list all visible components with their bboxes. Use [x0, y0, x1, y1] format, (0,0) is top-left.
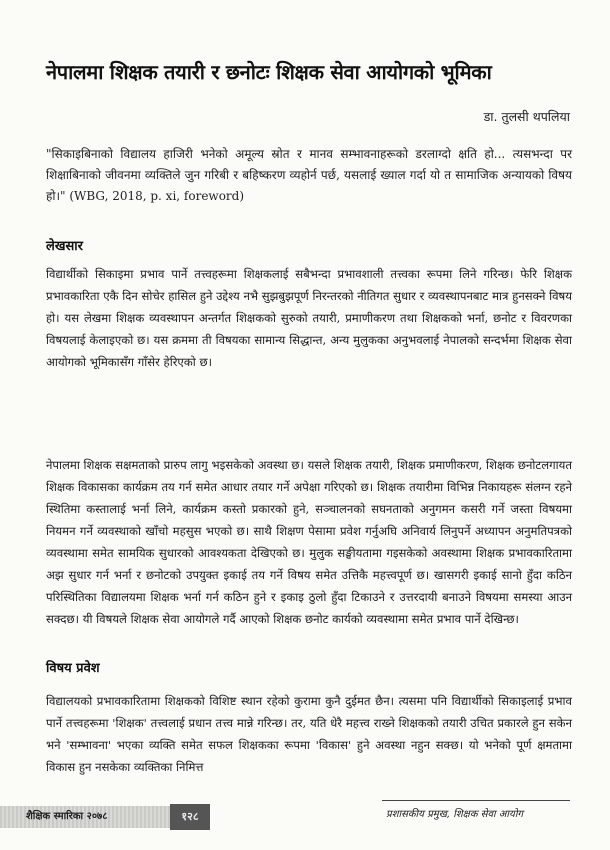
page-number: १२८ [170, 804, 210, 830]
journal-name: शैक्षिक स्मारिका २०७८ [26, 811, 108, 822]
article-title: नेपालमा शिक्षक तयारी र छनोटः शिक्षक सेवा आयोगको भूमिका [46, 60, 492, 84]
epigraph-quote: "सिकाइबिनाको विद्यालय हाजिरी भनेको अमूल्य स्रोत र मानव सम्भावनाहरूको डरलाग्दो क्षति हो... त्यसभन्दा पर शिक्षाबिनाको जीवनमा व्यक्तिले जुन गरिबी र बहिष्करण व्यहोर्न पर्छ, यसलाई ख्याल गर्दा यो त सामाजिक अन्यायको विषय हो।" (WBG, 2018, p. xi, foreword) [46, 147, 572, 203]
author-footnote: प्रशासकीय प्रमुख, शिक्षक सेवा आयोग [386, 809, 524, 820]
abstract-paragraph-2: नेपालमा शिक्षक सक्षमताको प्रारुप लागु भइसकेको अवस्था छ। यसले शिक्षक तयारी, शिक्षक प्रमाणीकरण, शिक्षक छनोटलगायत शिक्षक विकासका कार्यक्रम तय गर्न समेत आधार तयार गर्ने अपेक्षा गरिएको छ। शिक्षक तयारीमा विभिन्न निकायहरू संलग्न रहने स्थितिमा कस्तालाई भर्ना लिने, कार्यक्रम कस्तो प्रकारको हुने, सञ्चालनको सघनताको अनुगमन कसरी गर्ने जस्ता विषयमा नियमन गर्ने व्यवस्थाको खाँचो महसुस भएको छ। साथै शिक्षण पेसामा प्रवेश गर्नुअघि अनिवार्य लिनुपर्ने अध्यापन अनुमतिपत्रको व्यवस्थामा समेत सामयिक सुधारको आवश्यकता देखिएको छ। मुलुक सङ्घीयतामा गइसकेको अवस्थामा शिक्षक प्रभावकारितामा अझ सुधार गर्न भर्ना र छनोटको उपयुक्त इकाई तय गर्ने विषय समेत उत्तिकै महत्त्वपूर्ण छ। खासगरी इकाई सानो हुँदा कठिन परिस्थितिका विद्यालयमा शिक्षक भर्ना गर्न कठिन हुने र इकाइ ठुलो हुँदा टिकाउने र उत्तरदायी बनाउने विषयमा समस्या आउन सक्दछ। यी विषयले शिक्षक सेवा आयोगले गर्दै आएको शिक्षक छनोट कार्यको व्यवस्थामा समेत प्रभाव पार्ने देखिन्छ। [46, 458, 572, 626]
intro-heading: विषय प्रवेश [46, 661, 100, 676]
author-name: डा. तुलसी थपलिया [483, 109, 570, 124]
abstract-paragraph-1: विद्यार्थीको सिकाइमा प्रभाव पार्ने तत्त्वहरूमा शिक्षकलाई सबैभन्दा प्रभावशाली तत्त्वका रूपमा लिने गरिन्छ। फेरि शिक्षक प्रभावकारिता एकै दिन सोचेर हासिल हुने उद्देश्य नभै सुझबुझपूर्ण निरन्तरको नीतिगत सुधार र व्यवस्थापनबाट मात्र हुनसक्ने विषय हो। यस लेखमा शिक्षक व्यवस्थापन अन्तर्गत शिक्षकको सुरुको तयारी, प्रमाणीकरण तथा शिक्षकको भर्ना, छनोट र विवरणका विषयलाई केलाइएको छ। यस क्रममा ती विषयका सामान्य सिद्धान्त, अन्य मुलुकका अनुभवलाई नेपालको सन्दर्भमा शिक्षक सेवा आयोगको भूमिकासँग गाँसेर हेरिएको छ। [46, 267, 572, 369]
intro-paragraph-1: विद्यालयको प्रभावकारितामा शिक्षकको विशिष्ट स्थान रहेको कुरामा कुनै दुईमत छैन। त्यसमा पनि विद्यार्थीको सिकाइलाई प्रभाव पार्ने तत्त्वहरूमा 'शिक्षक' तत्त्वलाई प्रधान तत्त्व मान्ने गरिन्छ। तर, यति धेरै महत्त्व राख्ने शिक्षकको तयारी उचित प्रकारले हुन सकेन भने 'सम्भावना' भएका व्यक्ति समेत सफल शिक्षकका रूपमा 'विकास' हुने अवस्था नहुन सक्छ। यो भनेको पूर्ण क्षमतामा विकास हुन नसकेका व्यक्तिका निमित्त [46, 694, 572, 774]
footnote-rule [382, 800, 570, 801]
abstract-heading: लेखसार [46, 239, 83, 254]
